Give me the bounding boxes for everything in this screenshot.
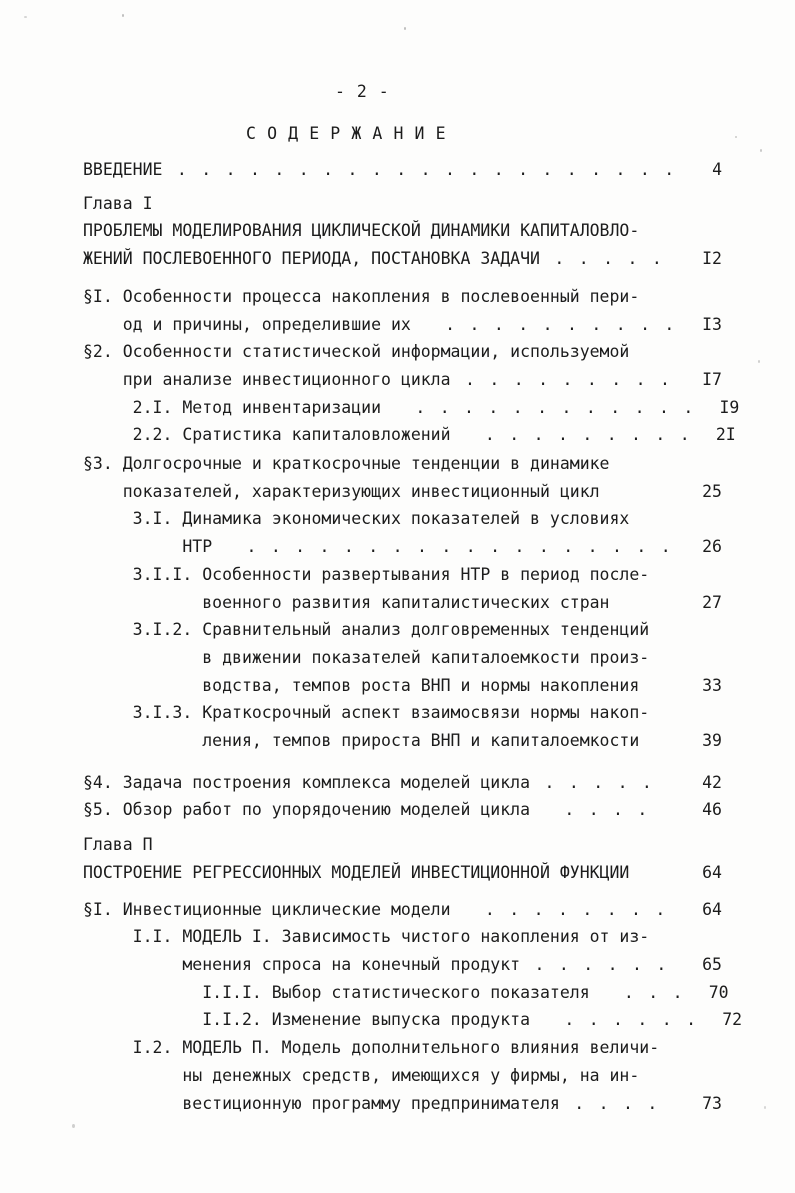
dot-leader: . . . . . . . . . .	[430, 314, 675, 334]
toc-entry-page: I7	[702, 369, 722, 389]
scan-speck	[24, 16, 27, 18]
toc-entry	[83, 1034, 722, 1062]
toc-entry	[83, 796, 722, 824]
toc-entry-text: военного развития капиталистических стран	[83, 592, 610, 612]
toc-entry	[83, 450, 722, 478]
dot-leader: . . . . . . . . . . . . . . . . . . . . .	[162, 160, 675, 179]
toc-entry-page: 25	[702, 481, 722, 501]
toc-entry	[83, 896, 722, 924]
toc-entry-text: водства, темпов роста ВНП и нормы накопления	[83, 675, 640, 695]
toc-entry	[83, 831, 722, 859]
toc-entry-page: 26	[702, 537, 722, 557]
toc-entry	[83, 421, 736, 449]
toc-entry-text: I.I.I. Выбор статистического показателя	[83, 982, 610, 1002]
toc-entry-text: ления, темпов прироста ВНП и капиталоемкости	[83, 731, 640, 751]
toc-entry	[83, 769, 722, 797]
dot-leader: . . . . . . . . .	[470, 425, 690, 445]
toc-entry	[83, 589, 722, 617]
toc-entry	[83, 156, 722, 184]
toc-entry-page: 70	[708, 982, 729, 1002]
toc-entry	[83, 1006, 743, 1034]
toc-entry-text: 3.I.I. Особенности развертывания НТР в период после-	[83, 564, 650, 584]
toc-entry-text: менения спроса на конечный продукт	[83, 954, 521, 974]
toc-entry-text: 3.I. Динамика экономических показателей в условиях	[83, 509, 630, 529]
toc-entry	[83, 245, 722, 273]
toc-entry	[83, 644, 722, 672]
toc-entry-text: ПРОБЛЕМЫ МОДЕЛИРОВАНИЯ ЦИКЛИЧЕСКОЙ ДИНАМИКИ КАПИТАЛОВЛО-	[83, 221, 640, 241]
toc-entry-page: 46	[702, 800, 722, 820]
toc-entry-page: I2	[702, 249, 722, 269]
dot-leader: . . . . .	[530, 772, 652, 792]
toc-entry	[83, 672, 722, 700]
toc-entry-page: 27	[702, 592, 722, 612]
toc-entry-text: §I. Особенности процесса накопления в послевоенный пери-	[83, 286, 640, 306]
toc-entry-text: §I. Инвестиционные циклические модели	[83, 899, 471, 919]
toc-entry	[83, 859, 722, 887]
toc-entry-page: 33	[702, 675, 722, 695]
toc-entry-page: 39	[702, 731, 722, 751]
dot-leader: . . . . . . . . .	[450, 369, 670, 389]
toc-entry	[83, 478, 722, 506]
scan-speck	[122, 14, 124, 17]
dot-leader: . . .	[609, 982, 683, 1002]
toc-entry	[83, 561, 722, 589]
toc-list	[83, 156, 743, 1117]
toc-entry-text: §3. Долгосрочные и краткосрочные тенденции в динамике	[83, 454, 610, 474]
toc-entry-text: 3.I.2. Сравнительный анализ долговременных тенденций	[83, 620, 650, 640]
toc-entry-text: §5. Обзор работ по упорядочению моделей цикла	[83, 800, 550, 820]
toc-entry-text: §4. Задача построения комплекса моделей цикла	[83, 772, 531, 792]
toc-entry-text: ПОСТРОЕНИЕ РЕГРЕССИОННЫХ МОДЕЛЕЙ ИНВЕСТИЦИОННОЙ ФУНКЦИИ	[83, 862, 630, 882]
page-number: - 2 -	[335, 82, 390, 101]
toc-entry-text: ВВЕДЕНИЕ	[83, 160, 163, 179]
toc-entry	[83, 727, 722, 755]
toc-entry	[83, 979, 729, 1007]
toc-entry	[83, 338, 722, 366]
toc-entry-text: §2. Особенности статистической информации, используемой	[83, 342, 630, 362]
toc-entry-page: 72	[722, 1010, 743, 1030]
toc-entry	[83, 283, 722, 311]
toc-entry	[83, 311, 722, 339]
dot-leader: . . . . . .	[549, 1010, 697, 1030]
dot-leader: . . . .	[559, 1093, 658, 1113]
toc-entry-text: в движении показателей капиталоемкости произ-	[83, 647, 650, 667]
toc-entry-text: при анализе инвестиционного цикла	[83, 369, 451, 389]
toc-entry	[83, 616, 722, 644]
scan-speck	[735, 136, 737, 138]
toc-entry-text: Глава I	[83, 193, 153, 213]
toc-entry-page: I3	[702, 314, 722, 334]
toc-entry-text: ны денежных средств, имеющихся у фирмы, на ин-	[83, 1065, 640, 1085]
toc-entry-text: 3.I.3. Краткосрочный аспект взаимосвязи нормы накоп-	[83, 703, 650, 723]
toc-entry	[83, 923, 722, 951]
toc-entry-text: I.2. МОДЕЛЬ П. Модель дополнительного влияния величи-	[83, 1038, 660, 1058]
toc-entry	[83, 1062, 722, 1090]
dot-leader: . . . .	[549, 800, 648, 820]
scan-speck	[758, 360, 760, 363]
toc-entry	[83, 366, 722, 394]
toc-entry	[83, 394, 740, 422]
toc-entry-page: I9	[719, 397, 740, 417]
toc-entry	[83, 951, 722, 979]
toc-entry	[83, 505, 722, 533]
scan-speck	[404, 27, 406, 30]
toc-entry	[83, 699, 722, 727]
toc-entry-page: 64	[702, 899, 722, 919]
dot-leader: . . . . . . . . . . . . . . . . . .	[232, 537, 671, 557]
toc-entry-page: 4	[712, 160, 722, 179]
toc-entry-text: I.I.2. Изменение выпуска продукта	[83, 1010, 550, 1030]
toc-entry	[83, 190, 722, 218]
toc-entry-page: 42	[702, 772, 722, 792]
dot-leader: . . . . . . . .	[470, 899, 666, 919]
scan-speck	[764, 1106, 766, 1109]
scan-speck	[72, 1124, 75, 1128]
toc-entry-page: 73	[702, 1093, 722, 1113]
toc-entry-text: Глава П	[83, 835, 153, 855]
toc-heading: С О Д Е Р Ж А Н И Е	[246, 124, 447, 143]
toc-entry	[83, 533, 722, 561]
scan-speck	[760, 149, 762, 152]
toc-entry-text: од и причины, определившие их	[83, 314, 431, 334]
toc-entry-text: показателей, характеризующих инвестиционный цикл	[83, 481, 600, 501]
dot-leader: . . . . . .	[520, 954, 667, 974]
toc-entry-text: НТР	[83, 537, 233, 557]
toc-entry-text: I.I. МОДЕЛЬ I. Зависимость чистого накопления от из-	[83, 927, 650, 947]
toc-entry	[83, 217, 722, 245]
toc-entry	[83, 1090, 722, 1118]
toc-entry-page: 2I	[715, 425, 736, 445]
dot-leader: . . . . .	[539, 249, 662, 269]
toc-entry-text: вестиционную программу предпринимателя	[83, 1093, 560, 1113]
toc-entry-text: 2.I. Метод инвентаризации	[83, 397, 401, 417]
toc-entry-page: 64	[702, 862, 722, 882]
toc-entry-page: 65	[702, 954, 722, 974]
toc-entry-text: 2.2. Сратистика капиталовложений	[83, 425, 471, 445]
toc-entry-text: ЖЕНИЙ ПОСЛЕВОЕННОГО ПЕРИОДА, ПОСТАНОВКА ЗАДАЧИ	[83, 249, 540, 269]
dot-leader: . . . . . . . . . . . .	[400, 397, 694, 417]
